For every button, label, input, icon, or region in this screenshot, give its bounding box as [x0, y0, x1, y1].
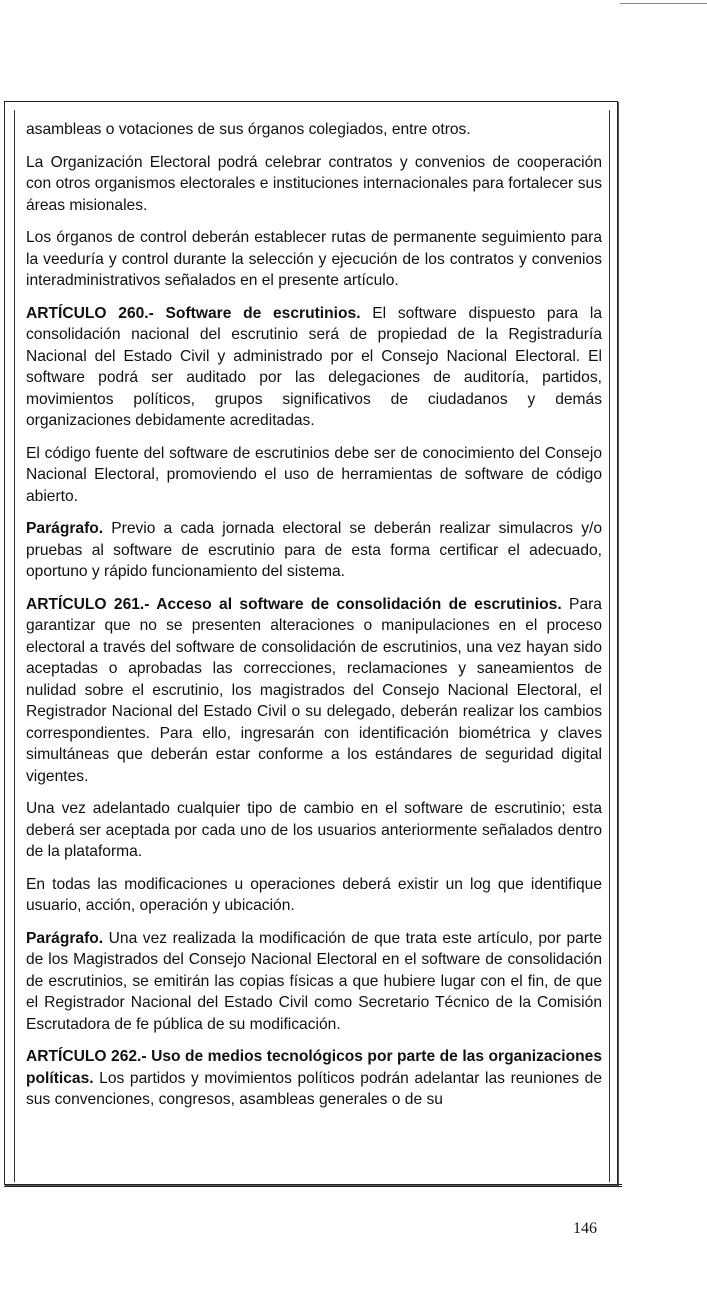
article-heading: ARTÍCULO 262.- Uso de medios tecnológicos por parte de las organizaciones políticas.	[26, 1048, 602, 1087]
paragrafo	[26, 518, 602, 583]
article-text: Para garantizar que no se presenten alteraciones o manipulaciones en el proceso electoral a través del software de consolidación de escrutinios, una vez hayan sido aceptadas o aprobadas las correcciones, reclamaciones y saneamientos de nulidad sobre el escrutinio, los magistrados del Consejo Nacional Electoral, el Registrador Nacional del Estado Civil o su delegado, deberán realizar los cambios correspondientes. Para ello, ingresarán con identificación biométrica y claves simultáneas que deberán estar conforme a los estándares de seguridad digital vigentes.	[26, 595, 602, 785]
paragraph	[26, 443, 602, 508]
article-text: Los partidos y movimientos políticos podrán adelantar las reuniones de sus convenciones, congresos, asambleas generales o de su	[26, 1069, 602, 1108]
article-heading: ARTÍCULO 260.- Software de escrutinios.	[26, 304, 361, 322]
paragraph-text: asambleas o votaciones de sus órganos colegiados, entre otros.	[26, 121, 471, 138]
article-text: El software dispuesto para la consolidación nacional del escrutinio será de propiedad de la Registraduría Nacional del Estado Civil y administrado por el Consejo Nacional Electoral. El software podrá ser auditado por las delegaciones de auditoría, partidos, movimientos políticos, grupos significativos de ciudadanos y demás organizaciones debidamente acreditadas.	[26, 304, 602, 429]
paragraph-text: La Organización Electoral podrá celebrar contratos y convenios de cooperación con otros organismos electorales e instituciones internacionales para fortalecer sus áreas misionales.	[26, 153, 602, 214]
paragraph	[26, 119, 602, 141]
paragrafo-text: Una vez realizada la modificación de que trata este artículo, por parte de los Magistrados del Consejo Nacional Electoral en el software de consolidación de escrutinios, se emitirán las copias físicas a que hubiere lugar con el fin, de que el Registrador Nacional del Estado Civil como Secretario Técnico de la Comisión Escrutadora de fe pública de su modificación.	[26, 929, 602, 1033]
article-262	[26, 1046, 602, 1111]
paragrafo-heading: Parágrafo.	[26, 520, 104, 537]
article-heading: ARTÍCULO 261.- Acceso al software de consolidación de escrutinios.	[26, 595, 562, 613]
article-261	[26, 594, 602, 788]
paragraph-text: Una vez adelantado cualquier tipo de cambio en el software de escrutinio; esta deberá ser aceptada por cada uno de los usuarios anteriormente señalados dentro de la plataforma.	[26, 800, 602, 860]
paragraph	[26, 227, 602, 292]
paragrafo-heading: Parágrafo.	[26, 929, 104, 947]
paragraph-text: En todas las modificaciones u operaciones deberá existir un log que identifique usuario, acción, operación y ubicación.	[26, 875, 602, 914]
paragraph	[26, 874, 602, 917]
document-body	[26, 119, 602, 1122]
paragraph-text: El código fuente del software de escrutinios debe ser de conocimiento del Consejo Nacional Electoral, promoviendo el uso de herramientas de software de código abierto.	[26, 444, 602, 505]
top-rule	[620, 3, 707, 4]
paragraph	[26, 798, 602, 863]
paragrafo	[26, 928, 602, 1036]
paragraph-text: Los órganos de control deberán establecer rutas de permanente seguimiento para la veeduría y control durante la selección y ejecución de los contratos y convenios interadministrativos señalados en el presente artículo.	[26, 229, 602, 289]
article-260	[26, 303, 602, 432]
paragraph	[26, 152, 602, 217]
page-number: 146	[573, 1220, 597, 1237]
bottom-rule	[4, 1184, 622, 1187]
paragrafo-text: Previo a cada jornada electoral se deberán realizar simulacros y/o pruebas al software de escrutinio para de esta forma certificar el adecuado, oportuno y rápido funcionamiento del sistema.	[26, 520, 602, 580]
